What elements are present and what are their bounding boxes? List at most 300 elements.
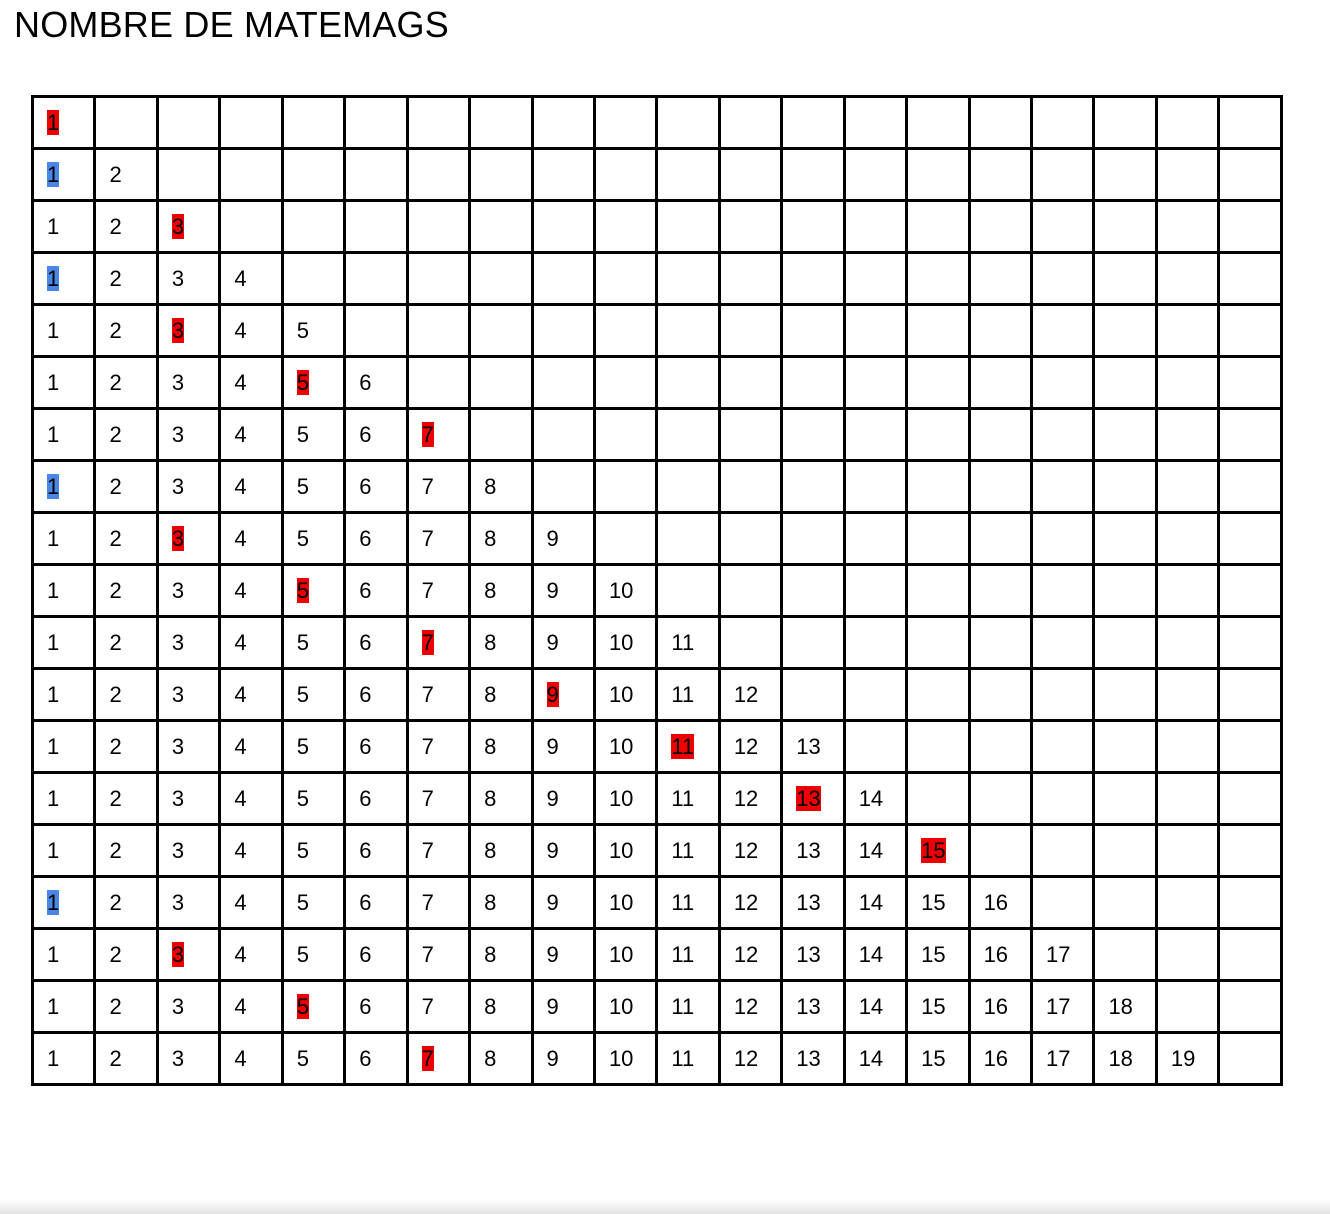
- table-cell[interactable]: [1094, 617, 1156, 669]
- table-cell[interactable]: [282, 929, 344, 981]
- table-cell[interactable]: [95, 97, 157, 149]
- table-cell[interactable]: [33, 825, 95, 877]
- table-cell[interactable]: [157, 1033, 219, 1085]
- table-cell[interactable]: [719, 253, 781, 305]
- table-cell[interactable]: [95, 565, 157, 617]
- table-cell[interactable]: [532, 513, 594, 565]
- table-cell[interactable]: [844, 877, 906, 929]
- table-cell[interactable]: [1094, 773, 1156, 825]
- table-cell[interactable]: [1032, 877, 1094, 929]
- table-cell[interactable]: [33, 721, 95, 773]
- table-cell[interactable]: [719, 565, 781, 617]
- table-cell[interactable]: [470, 981, 532, 1033]
- table-cell[interactable]: [282, 669, 344, 721]
- table-cell[interactable]: [1032, 149, 1094, 201]
- table-cell[interactable]: [1032, 409, 1094, 461]
- table-cell[interactable]: [907, 305, 969, 357]
- table-cell[interactable]: [407, 97, 469, 149]
- table-cell[interactable]: [969, 721, 1031, 773]
- table-cell[interactable]: [1032, 981, 1094, 1033]
- table-cell[interactable]: [969, 149, 1031, 201]
- table-cell[interactable]: [407, 357, 469, 409]
- table-cell[interactable]: [470, 461, 532, 513]
- table-cell[interactable]: [594, 201, 656, 253]
- table-cell[interactable]: [969, 409, 1031, 461]
- table-cell[interactable]: [220, 513, 282, 565]
- table-cell[interactable]: [969, 97, 1031, 149]
- table-cell[interactable]: [1032, 305, 1094, 357]
- table-cell[interactable]: [157, 201, 219, 253]
- table-cell[interactable]: [95, 253, 157, 305]
- table-cell[interactable]: [157, 825, 219, 877]
- table-cell[interactable]: [345, 877, 407, 929]
- table-cell[interactable]: [657, 929, 719, 981]
- table-cell[interactable]: [532, 721, 594, 773]
- table-cell[interactable]: [532, 825, 594, 877]
- table-cell[interactable]: [1094, 877, 1156, 929]
- table-cell[interactable]: [1156, 305, 1218, 357]
- table-cell[interactable]: [282, 357, 344, 409]
- table-cell[interactable]: [1156, 149, 1218, 201]
- table-cell[interactable]: [907, 1033, 969, 1085]
- table-cell[interactable]: [907, 929, 969, 981]
- table-cell[interactable]: [1156, 981, 1218, 1033]
- table-cell[interactable]: [782, 1033, 844, 1085]
- table-cell[interactable]: [33, 513, 95, 565]
- table-cell[interactable]: [782, 513, 844, 565]
- table-cell[interactable]: [782, 409, 844, 461]
- table-cell[interactable]: [1032, 357, 1094, 409]
- table-cell[interactable]: [719, 773, 781, 825]
- table-cell[interactable]: [1156, 357, 1218, 409]
- table-cell[interactable]: [33, 981, 95, 1033]
- table-cell[interactable]: [844, 409, 906, 461]
- table-cell[interactable]: [95, 1033, 157, 1085]
- table-cell[interactable]: [907, 97, 969, 149]
- table-cell[interactable]: [470, 565, 532, 617]
- table-cell[interactable]: [532, 1033, 594, 1085]
- table-cell[interactable]: [782, 617, 844, 669]
- table-cell[interactable]: [594, 357, 656, 409]
- table-cell[interactable]: [657, 461, 719, 513]
- table-cell[interactable]: [719, 1033, 781, 1085]
- table-cell[interactable]: [719, 513, 781, 565]
- table-cell[interactable]: [33, 97, 95, 149]
- table-cell[interactable]: [220, 357, 282, 409]
- table-cell[interactable]: [1219, 929, 1282, 981]
- table-cell[interactable]: [969, 253, 1031, 305]
- table-cell[interactable]: [719, 201, 781, 253]
- table-cell[interactable]: [345, 617, 407, 669]
- table-cell[interactable]: [844, 201, 906, 253]
- table-cell[interactable]: [1219, 357, 1282, 409]
- table-cell[interactable]: [969, 565, 1031, 617]
- table-cell[interactable]: [782, 877, 844, 929]
- table-cell[interactable]: [282, 201, 344, 253]
- table-cell[interactable]: [33, 929, 95, 981]
- table-cell[interactable]: [782, 461, 844, 513]
- table-cell[interactable]: [844, 357, 906, 409]
- table-cell[interactable]: [220, 97, 282, 149]
- table-cell[interactable]: [969, 825, 1031, 877]
- table-cell[interactable]: [33, 357, 95, 409]
- table-cell[interactable]: [33, 773, 95, 825]
- table-cell[interactable]: [1032, 929, 1094, 981]
- table-cell[interactable]: [220, 929, 282, 981]
- table-cell[interactable]: [907, 773, 969, 825]
- table-cell[interactable]: [844, 721, 906, 773]
- table-cell[interactable]: [782, 253, 844, 305]
- table-cell[interactable]: [969, 981, 1031, 1033]
- table-cell[interactable]: [220, 565, 282, 617]
- table-cell[interactable]: [969, 669, 1031, 721]
- table-cell[interactable]: [345, 461, 407, 513]
- table-cell[interactable]: [657, 669, 719, 721]
- table-cell[interactable]: [844, 513, 906, 565]
- table-cell[interactable]: [1032, 825, 1094, 877]
- table-cell[interactable]: [95, 877, 157, 929]
- table-cell[interactable]: [282, 149, 344, 201]
- table-cell[interactable]: [1156, 201, 1218, 253]
- table-cell[interactable]: [719, 877, 781, 929]
- table-cell[interactable]: [719, 461, 781, 513]
- table-cell[interactable]: [532, 201, 594, 253]
- table-cell[interactable]: [782, 305, 844, 357]
- table-cell[interactable]: [470, 97, 532, 149]
- table-cell[interactable]: [719, 617, 781, 669]
- table-cell[interactable]: [1219, 201, 1282, 253]
- table-cell[interactable]: [157, 617, 219, 669]
- table-cell[interactable]: [282, 565, 344, 617]
- table-cell[interactable]: [1032, 253, 1094, 305]
- table-cell[interactable]: [907, 201, 969, 253]
- table-cell[interactable]: [33, 617, 95, 669]
- table-cell[interactable]: [907, 617, 969, 669]
- table-cell[interactable]: [782, 357, 844, 409]
- table-cell[interactable]: [844, 825, 906, 877]
- table-cell[interactable]: [220, 149, 282, 201]
- table-cell[interactable]: [907, 669, 969, 721]
- table-cell[interactable]: [719, 409, 781, 461]
- table-cell[interactable]: [282, 981, 344, 1033]
- table-cell[interactable]: [594, 565, 656, 617]
- table-cell[interactable]: [657, 877, 719, 929]
- table-cell[interactable]: [657, 1033, 719, 1085]
- table-cell[interactable]: [157, 357, 219, 409]
- table-cell[interactable]: [282, 513, 344, 565]
- table-cell[interactable]: [407, 669, 469, 721]
- table-cell[interactable]: [1219, 97, 1282, 149]
- table-cell[interactable]: [657, 617, 719, 669]
- table-cell[interactable]: [844, 149, 906, 201]
- table-cell[interactable]: [1032, 201, 1094, 253]
- table-cell[interactable]: [1219, 253, 1282, 305]
- table-cell[interactable]: [95, 409, 157, 461]
- table-cell[interactable]: [470, 877, 532, 929]
- table-cell[interactable]: [594, 513, 656, 565]
- table-cell[interactable]: [532, 149, 594, 201]
- table-cell[interactable]: [95, 513, 157, 565]
- table-cell[interactable]: [907, 461, 969, 513]
- table-cell[interactable]: [532, 773, 594, 825]
- table-cell[interactable]: [407, 929, 469, 981]
- table-cell[interactable]: [407, 721, 469, 773]
- table-cell[interactable]: [282, 253, 344, 305]
- table-cell[interactable]: [1219, 149, 1282, 201]
- table-cell[interactable]: [594, 877, 656, 929]
- table-cell[interactable]: [470, 1033, 532, 1085]
- table-cell[interactable]: [594, 721, 656, 773]
- table-cell[interactable]: [407, 1033, 469, 1085]
- table-cell[interactable]: [407, 461, 469, 513]
- table-cell[interactable]: [345, 565, 407, 617]
- table-cell[interactable]: [220, 877, 282, 929]
- table-cell[interactable]: [532, 929, 594, 981]
- table-cell[interactable]: [1156, 565, 1218, 617]
- table-cell[interactable]: [969, 461, 1031, 513]
- table-cell[interactable]: [157, 669, 219, 721]
- table-cell[interactable]: [969, 513, 1031, 565]
- table-cell[interactable]: [282, 825, 344, 877]
- table-cell[interactable]: [157, 513, 219, 565]
- table-cell[interactable]: [470, 253, 532, 305]
- table-cell[interactable]: [782, 149, 844, 201]
- table-cell[interactable]: [657, 981, 719, 1033]
- table-cell[interactable]: [345, 253, 407, 305]
- table-cell[interactable]: [719, 825, 781, 877]
- table-cell[interactable]: [1219, 721, 1282, 773]
- table-cell[interactable]: [657, 565, 719, 617]
- table-cell[interactable]: [220, 825, 282, 877]
- table-cell[interactable]: [782, 565, 844, 617]
- table-cell[interactable]: [345, 721, 407, 773]
- table-cell[interactable]: [969, 617, 1031, 669]
- table-cell[interactable]: [282, 461, 344, 513]
- table-cell[interactable]: [1094, 721, 1156, 773]
- table-cell[interactable]: [407, 149, 469, 201]
- table-cell[interactable]: [532, 461, 594, 513]
- table-cell[interactable]: [1219, 305, 1282, 357]
- table-cell[interactable]: [1156, 721, 1218, 773]
- table-cell[interactable]: [782, 721, 844, 773]
- table-cell[interactable]: [407, 877, 469, 929]
- table-cell[interactable]: [470, 669, 532, 721]
- table-cell[interactable]: [345, 981, 407, 1033]
- table-cell[interactable]: [95, 669, 157, 721]
- table-cell[interactable]: [220, 1033, 282, 1085]
- table-cell[interactable]: [532, 981, 594, 1033]
- table-cell[interactable]: [1219, 773, 1282, 825]
- table-cell[interactable]: [1219, 981, 1282, 1033]
- table-cell[interactable]: [345, 513, 407, 565]
- table-cell[interactable]: [1094, 929, 1156, 981]
- table-cell[interactable]: [470, 357, 532, 409]
- table-cell[interactable]: [157, 721, 219, 773]
- table-cell[interactable]: [719, 981, 781, 1033]
- table-cell[interactable]: [1032, 513, 1094, 565]
- table-cell[interactable]: [157, 565, 219, 617]
- table-cell[interactable]: [782, 201, 844, 253]
- table-cell[interactable]: [719, 721, 781, 773]
- table-cell[interactable]: [1032, 1033, 1094, 1085]
- table-cell[interactable]: [95, 357, 157, 409]
- table-cell[interactable]: [1032, 617, 1094, 669]
- table-cell[interactable]: [470, 721, 532, 773]
- table-cell[interactable]: [470, 149, 532, 201]
- table-cell[interactable]: [532, 253, 594, 305]
- table-cell[interactable]: [1032, 97, 1094, 149]
- table-cell[interactable]: [1156, 773, 1218, 825]
- table-cell[interactable]: [969, 773, 1031, 825]
- table-cell[interactable]: [470, 929, 532, 981]
- table-cell[interactable]: [532, 565, 594, 617]
- table-cell[interactable]: [407, 253, 469, 305]
- table-cell[interactable]: [345, 149, 407, 201]
- table-cell[interactable]: [782, 669, 844, 721]
- table-cell[interactable]: [407, 981, 469, 1033]
- table-cell[interactable]: [470, 513, 532, 565]
- table-cell[interactable]: [470, 201, 532, 253]
- table-cell[interactable]: [657, 97, 719, 149]
- table-cell[interactable]: [907, 877, 969, 929]
- table-cell[interactable]: [33, 149, 95, 201]
- table-cell[interactable]: [1094, 305, 1156, 357]
- table-cell[interactable]: [844, 929, 906, 981]
- table-cell[interactable]: [282, 721, 344, 773]
- table-cell[interactable]: [1219, 565, 1282, 617]
- table-cell[interactable]: [33, 461, 95, 513]
- table-cell[interactable]: [969, 929, 1031, 981]
- table-cell[interactable]: [1219, 617, 1282, 669]
- table-cell[interactable]: [1156, 877, 1218, 929]
- table-cell[interactable]: [844, 97, 906, 149]
- table-cell[interactable]: [95, 617, 157, 669]
- table-cell[interactable]: [407, 201, 469, 253]
- table-cell[interactable]: [33, 669, 95, 721]
- table-cell[interactable]: [282, 97, 344, 149]
- table-cell[interactable]: [1094, 97, 1156, 149]
- table-cell[interactable]: [719, 357, 781, 409]
- table-cell[interactable]: [220, 721, 282, 773]
- table-cell[interactable]: [719, 929, 781, 981]
- table-cell[interactable]: [1032, 773, 1094, 825]
- table-cell[interactable]: [1094, 1033, 1156, 1085]
- table-cell[interactable]: [1219, 513, 1282, 565]
- table-cell[interactable]: [594, 149, 656, 201]
- table-cell[interactable]: [95, 929, 157, 981]
- table-cell[interactable]: [95, 773, 157, 825]
- table-cell[interactable]: [1094, 669, 1156, 721]
- table-cell[interactable]: [532, 877, 594, 929]
- table-cell[interactable]: [1156, 253, 1218, 305]
- table-cell[interactable]: [1156, 617, 1218, 669]
- table-cell[interactable]: [532, 305, 594, 357]
- table-cell[interactable]: [657, 825, 719, 877]
- table-cell[interactable]: [1032, 669, 1094, 721]
- table-cell[interactable]: [1219, 877, 1282, 929]
- table-cell[interactable]: [844, 669, 906, 721]
- table-cell[interactable]: [1156, 409, 1218, 461]
- table-cell[interactable]: [1156, 825, 1218, 877]
- table-cell[interactable]: [1156, 669, 1218, 721]
- table-cell[interactable]: [907, 565, 969, 617]
- table-cell[interactable]: [1156, 1033, 1218, 1085]
- table-cell[interactable]: [907, 825, 969, 877]
- table-cell[interactable]: [1219, 461, 1282, 513]
- table-cell[interactable]: [345, 1033, 407, 1085]
- table-cell[interactable]: [532, 357, 594, 409]
- table-cell[interactable]: [407, 825, 469, 877]
- table-cell[interactable]: [1156, 461, 1218, 513]
- table-cell[interactable]: [594, 461, 656, 513]
- table-cell[interactable]: [33, 253, 95, 305]
- table-cell[interactable]: [157, 253, 219, 305]
- table-cell[interactable]: [1094, 565, 1156, 617]
- table-cell[interactable]: [594, 305, 656, 357]
- table-cell[interactable]: [1156, 513, 1218, 565]
- table-cell[interactable]: [220, 773, 282, 825]
- table-cell[interactable]: [220, 461, 282, 513]
- table-cell[interactable]: [907, 981, 969, 1033]
- table-cell[interactable]: [1219, 1033, 1282, 1085]
- table-cell[interactable]: [594, 981, 656, 1033]
- table-cell[interactable]: [95, 305, 157, 357]
- table-cell[interactable]: [907, 357, 969, 409]
- table-cell[interactable]: [532, 97, 594, 149]
- table-cell[interactable]: [532, 617, 594, 669]
- table-cell[interactable]: [782, 981, 844, 1033]
- table-cell[interactable]: [657, 773, 719, 825]
- table-cell[interactable]: [594, 929, 656, 981]
- table-cell[interactable]: [33, 877, 95, 929]
- table-cell[interactable]: [844, 773, 906, 825]
- table-cell[interactable]: [282, 617, 344, 669]
- table-cell[interactable]: [282, 877, 344, 929]
- table-cell[interactable]: [719, 669, 781, 721]
- table-cell[interactable]: [657, 513, 719, 565]
- table-cell[interactable]: [220, 669, 282, 721]
- table-cell[interactable]: [407, 513, 469, 565]
- table-cell[interactable]: [345, 409, 407, 461]
- table-cell[interactable]: [345, 305, 407, 357]
- table-cell[interactable]: [1094, 513, 1156, 565]
- table-cell[interactable]: [470, 305, 532, 357]
- table-cell[interactable]: [33, 409, 95, 461]
- table-cell[interactable]: [1219, 669, 1282, 721]
- table-cell[interactable]: [157, 981, 219, 1033]
- table-cell[interactable]: [33, 201, 95, 253]
- table-cell[interactable]: [220, 409, 282, 461]
- table-cell[interactable]: [532, 669, 594, 721]
- table-cell[interactable]: [282, 409, 344, 461]
- table-cell[interactable]: [95, 461, 157, 513]
- table-cell[interactable]: [782, 825, 844, 877]
- table-cell[interactable]: [1156, 929, 1218, 981]
- table-cell[interactable]: [33, 305, 95, 357]
- table-cell[interactable]: [782, 97, 844, 149]
- table-cell[interactable]: [907, 409, 969, 461]
- table-cell[interactable]: [157, 773, 219, 825]
- table-cell[interactable]: [345, 201, 407, 253]
- table-cell[interactable]: [220, 201, 282, 253]
- table-cell[interactable]: [844, 461, 906, 513]
- table-cell[interactable]: [345, 773, 407, 825]
- table-cell[interactable]: [1094, 461, 1156, 513]
- table-cell[interactable]: [470, 617, 532, 669]
- table-cell[interactable]: [157, 461, 219, 513]
- table-cell[interactable]: [407, 617, 469, 669]
- table-cell[interactable]: [907, 149, 969, 201]
